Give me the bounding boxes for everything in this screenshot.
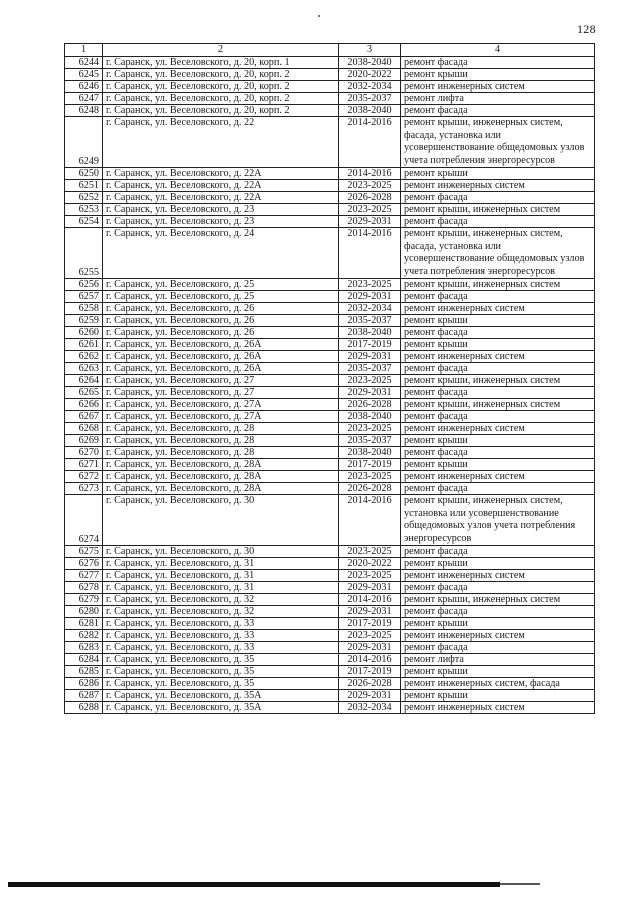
header-cell-address: 2 <box>103 44 339 57</box>
years-cell: 2017-2019 <box>339 618 401 630</box>
table-row <box>65 594 595 606</box>
work-type-cell: ремонт инженерных систем <box>401 303 595 315</box>
address-cell: г. Саранск, ул. Веселовского, д. 30 <box>103 546 339 558</box>
years-cell: 2029-2031 <box>339 690 401 702</box>
years-cell: 2017-2019 <box>339 666 401 678</box>
work-type-cell: ремонт фасада <box>401 216 595 228</box>
address-cell: г. Саранск, ул. Веселовского, д. 20, корп. 2 <box>103 81 339 93</box>
table-row <box>65 216 595 228</box>
address-cell: г. Саранск, ул. Веселовского, д. 31 <box>103 582 339 594</box>
years-cell: 2017-2019 <box>339 339 401 351</box>
years-cell: 2029-2031 <box>339 351 401 363</box>
work-type-cell: ремонт крыши, инженерных систем, установка или усовершенствование общедомовых узлов учета потребления энергоресурсов <box>401 495 595 546</box>
table-row <box>65 69 595 81</box>
row-number-cell: 6265 <box>65 387 103 399</box>
years-cell: 2023-2025 <box>339 423 401 435</box>
work-type-cell: ремонт крыши <box>401 315 595 327</box>
years-cell: 2014-2016 <box>339 168 401 180</box>
work-type-cell: ремонт фасада <box>401 192 595 204</box>
header-row <box>65 44 595 57</box>
address-cell: г. Саранск, ул. Веселовского, д. 26 <box>103 327 339 339</box>
work-type-cell: ремонт инженерных систем <box>401 423 595 435</box>
table-row <box>65 435 595 447</box>
work-type-cell: ремонт крыши <box>401 168 595 180</box>
row-number-cell: 6280 <box>65 606 103 618</box>
table-row <box>65 399 595 411</box>
years-cell: 2017-2019 <box>339 459 401 471</box>
years-cell: 2014-2016 <box>339 594 401 606</box>
row-number-cell: 6277 <box>65 570 103 582</box>
years-cell: 2029-2031 <box>339 606 401 618</box>
table-row <box>65 558 595 570</box>
years-cell: 2023-2025 <box>339 204 401 216</box>
years-cell: 2029-2031 <box>339 291 401 303</box>
years-cell: 2014-2016 <box>339 117 401 168</box>
row-number-cell: 6249 <box>65 117 103 168</box>
years-cell: 2026-2028 <box>339 678 401 690</box>
row-number-cell: 6269 <box>65 435 103 447</box>
row-number-cell: 6272 <box>65 471 103 483</box>
row-number-cell: 6259 <box>65 315 103 327</box>
table-row <box>65 315 595 327</box>
work-type-cell: ремонт фасада <box>401 411 595 423</box>
address-cell: г. Саранск, ул. Веселовского, д. 32 <box>103 594 339 606</box>
work-type-cell: ремонт крыши <box>401 690 595 702</box>
years-cell: 2032-2034 <box>339 702 401 714</box>
table-row <box>65 81 595 93</box>
address-cell: г. Саранск, ул. Веселовского, д. 35А <box>103 690 339 702</box>
table-row <box>65 204 595 216</box>
table-row <box>65 105 595 117</box>
row-number-cell: 6263 <box>65 363 103 375</box>
row-number-cell: 6267 <box>65 411 103 423</box>
work-type-cell: ремонт крыши, инженерных систем <box>401 399 595 411</box>
work-type-cell: ремонт фасада <box>401 483 595 495</box>
work-type-cell: ремонт лифта <box>401 93 595 105</box>
row-number-cell: 6273 <box>65 483 103 495</box>
address-cell: г. Саранск, ул. Веселовского, д. 20, корп. 2 <box>103 93 339 105</box>
row-number-cell: 6268 <box>65 423 103 435</box>
work-type-cell: ремонт крыши <box>401 69 595 81</box>
row-number-cell: 6286 <box>65 678 103 690</box>
row-number-cell: 6252 <box>65 192 103 204</box>
work-type-cell: ремонт фасада <box>401 447 595 459</box>
years-cell: 2023-2025 <box>339 570 401 582</box>
years-cell: 2026-2028 <box>339 483 401 495</box>
years-cell: 2035-2037 <box>339 435 401 447</box>
row-number-cell: 6279 <box>65 594 103 606</box>
address-cell: г. Саранск, ул. Веселовского, д. 20, корп. 2 <box>103 105 339 117</box>
work-type-cell: ремонт крыши, инженерных систем <box>401 375 595 387</box>
table-row <box>65 279 595 291</box>
address-cell: г. Саранск, ул. Веселовского, д. 22 <box>103 117 339 168</box>
table-row <box>65 168 595 180</box>
table-row <box>65 375 595 387</box>
work-type-cell: ремонт фасада <box>401 582 595 594</box>
scan-speck <box>318 15 320 17</box>
address-cell: г. Саранск, ул. Веселовского, д. 28А <box>103 459 339 471</box>
table-row <box>65 606 595 618</box>
table-row <box>65 228 595 279</box>
years-cell: 2023-2025 <box>339 279 401 291</box>
row-number-cell: 6274 <box>65 495 103 546</box>
work-type-cell: ремонт крыши, инженерных систем <box>401 204 595 216</box>
work-type-cell: ремонт крыши <box>401 666 595 678</box>
table-row <box>65 327 595 339</box>
table-row <box>65 180 595 192</box>
row-number-cell: 6282 <box>65 630 103 642</box>
work-type-cell: ремонт фасада <box>401 327 595 339</box>
work-type-cell: ремонт инженерных систем <box>401 702 595 714</box>
address-cell: г. Саранск, ул. Веселовского, д. 22А <box>103 192 339 204</box>
row-number-cell: 6276 <box>65 558 103 570</box>
row-number-cell: 6256 <box>65 279 103 291</box>
row-number-cell: 6246 <box>65 81 103 93</box>
row-number-cell: 6258 <box>65 303 103 315</box>
address-cell: г. Саранск, ул. Веселовского, д. 22А <box>103 168 339 180</box>
row-number-cell: 6270 <box>65 447 103 459</box>
table-row <box>65 666 595 678</box>
work-type-cell: ремонт крыши <box>401 558 595 570</box>
address-cell: г. Саранск, ул. Веселовского, д. 27А <box>103 411 339 423</box>
work-type-cell: ремонт крыши <box>401 618 595 630</box>
years-cell: 2029-2031 <box>339 642 401 654</box>
address-cell: г. Саранск, ул. Веселовского, д. 23 <box>103 204 339 216</box>
address-cell: г. Саранск, ул. Веселовского, д. 32 <box>103 606 339 618</box>
work-type-cell: ремонт инженерных систем <box>401 351 595 363</box>
address-cell: г. Саранск, ул. Веселовского, д. 30 <box>103 495 339 546</box>
address-cell: г. Саранск, ул. Веселовского, д. 33 <box>103 618 339 630</box>
table-row <box>65 423 595 435</box>
address-cell: г. Саранск, ул. Веселовского, д. 35 <box>103 654 339 666</box>
work-type-cell: ремонт фасада <box>401 363 595 375</box>
table-row <box>65 411 595 423</box>
years-cell: 2014-2016 <box>339 228 401 279</box>
address-cell: г. Саранск, ул. Веселовского, д. 33 <box>103 642 339 654</box>
work-type-cell: ремонт крыши <box>401 459 595 471</box>
table-row <box>65 351 595 363</box>
address-cell: г. Саранск, ул. Веселовского, д. 27 <box>103 387 339 399</box>
table-row <box>65 495 595 546</box>
row-number-cell: 6261 <box>65 339 103 351</box>
work-type-cell: ремонт инженерных систем <box>401 81 595 93</box>
table-body <box>65 57 595 714</box>
row-number-cell: 6254 <box>65 216 103 228</box>
address-cell: г. Саранск, ул. Веселовского, д. 35А <box>103 702 339 714</box>
address-cell: г. Саранск, ул. Веселовского, д. 26 <box>103 315 339 327</box>
table-row <box>65 339 595 351</box>
years-cell: 2038-2040 <box>339 411 401 423</box>
address-cell: г. Саранск, ул. Веселовского, д. 26А <box>103 363 339 375</box>
header-cell-number: 1 <box>65 44 103 57</box>
scan-edge-bar-tail <box>500 883 540 885</box>
years-cell: 2023-2025 <box>339 630 401 642</box>
years-cell: 2029-2031 <box>339 387 401 399</box>
row-number-cell: 6248 <box>65 105 103 117</box>
work-type-cell: ремонт крыши, инженерных систем, фасада, установка или усовершенствование общедомовых узлов учета потребления энергоресурсов <box>401 117 595 168</box>
years-cell: 2035-2037 <box>339 93 401 105</box>
table-row <box>65 582 595 594</box>
row-number-cell: 6264 <box>65 375 103 387</box>
table-row <box>65 459 595 471</box>
table-row <box>65 57 595 69</box>
row-number-cell: 6255 <box>65 228 103 279</box>
address-cell: г. Саранск, ул. Веселовского, д. 35 <box>103 666 339 678</box>
table-row <box>65 630 595 642</box>
address-cell: г. Саранск, ул. Веселовского, д. 31 <box>103 570 339 582</box>
work-type-cell: ремонт крыши, инженерных систем, фасада, установка или усовершенствование общедомовых узлов учета потребления энергоресурсов <box>401 228 595 279</box>
years-cell: 2035-2037 <box>339 363 401 375</box>
address-cell: г. Саранск, ул. Веселовского, д. 22А <box>103 180 339 192</box>
row-number-cell: 6284 <box>65 654 103 666</box>
address-cell: г. Саранск, ул. Веселовского, д. 20, корп. 2 <box>103 69 339 81</box>
table-row <box>65 471 595 483</box>
work-type-cell: ремонт фасада <box>401 642 595 654</box>
header-cell-work: 4 <box>401 44 595 57</box>
address-cell: г. Саранск, ул. Веселовского, д. 35 <box>103 678 339 690</box>
years-cell: 2032-2034 <box>339 303 401 315</box>
address-cell: г. Саранск, ул. Веселовского, д. 20, корп. 1 <box>103 57 339 69</box>
years-cell: 2023-2025 <box>339 180 401 192</box>
table-row <box>65 690 595 702</box>
work-type-cell: ремонт крыши, инженерных систем <box>401 279 595 291</box>
years-cell: 2032-2034 <box>339 81 401 93</box>
repair-schedule-table <box>64 43 595 714</box>
address-cell: г. Саранск, ул. Веселовского, д. 28А <box>103 483 339 495</box>
work-type-cell: ремонт инженерных систем, фасада <box>401 678 595 690</box>
table-row <box>65 117 595 168</box>
years-cell: 2026-2028 <box>339 399 401 411</box>
address-cell: г. Саранск, ул. Веселовского, д. 26А <box>103 339 339 351</box>
years-cell: 2035-2037 <box>339 315 401 327</box>
years-cell: 2038-2040 <box>339 105 401 117</box>
years-cell: 2023-2025 <box>339 546 401 558</box>
row-number-cell: 6253 <box>65 204 103 216</box>
table-row <box>65 483 595 495</box>
address-cell: г. Саранск, ул. Веселовского, д. 25 <box>103 291 339 303</box>
table-row <box>65 654 595 666</box>
address-cell: г. Саранск, ул. Веселовского, д. 25 <box>103 279 339 291</box>
header-cell-years: 3 <box>339 44 401 57</box>
address-cell: г. Саранск, ул. Веселовского, д. 27А <box>103 399 339 411</box>
work-type-cell: ремонт инженерных систем <box>401 180 595 192</box>
table-row <box>65 387 595 399</box>
row-number-cell: 6251 <box>65 180 103 192</box>
row-number-cell: 6281 <box>65 618 103 630</box>
address-cell: г. Саранск, ул. Веселовского, д. 28 <box>103 435 339 447</box>
address-cell: г. Саранск, ул. Веселовского, д. 26А <box>103 351 339 363</box>
years-cell: 2038-2040 <box>339 327 401 339</box>
table-row <box>65 291 595 303</box>
row-number-cell: 6244 <box>65 57 103 69</box>
table-row <box>65 678 595 690</box>
row-number-cell: 6262 <box>65 351 103 363</box>
years-cell: 2014-2016 <box>339 654 401 666</box>
row-number-cell: 6247 <box>65 93 103 105</box>
row-number-cell: 6278 <box>65 582 103 594</box>
work-type-cell: ремонт инженерных систем <box>401 471 595 483</box>
row-number-cell: 6283 <box>65 642 103 654</box>
table-row <box>65 642 595 654</box>
years-cell: 2023-2025 <box>339 471 401 483</box>
years-cell: 2038-2040 <box>339 57 401 69</box>
address-cell: г. Саранск, ул. Веселовского, д. 23 <box>103 216 339 228</box>
years-cell: 2014-2016 <box>339 495 401 546</box>
work-type-cell: ремонт фасада <box>401 546 595 558</box>
work-type-cell: ремонт крыши <box>401 435 595 447</box>
years-cell: 2029-2031 <box>339 216 401 228</box>
years-cell: 2038-2040 <box>339 447 401 459</box>
row-number-cell: 6271 <box>65 459 103 471</box>
row-number-cell: 6257 <box>65 291 103 303</box>
table-row <box>65 303 595 315</box>
work-type-cell: ремонт фасада <box>401 105 595 117</box>
address-cell: г. Саранск, ул. Веселовского, д. 28 <box>103 423 339 435</box>
table-row <box>65 618 595 630</box>
table-row <box>65 447 595 459</box>
work-type-cell: ремонт фасада <box>401 606 595 618</box>
work-type-cell: ремонт фасада <box>401 57 595 69</box>
row-number-cell: 6266 <box>65 399 103 411</box>
row-number-cell: 6285 <box>65 666 103 678</box>
work-type-cell: ремонт крыши, инженерных систем <box>401 594 595 606</box>
scan-edge-bar <box>8 882 500 887</box>
years-cell: 2020-2022 <box>339 558 401 570</box>
work-type-cell: ремонт инженерных систем <box>401 630 595 642</box>
address-cell: г. Саранск, ул. Веселовского, д. 33 <box>103 630 339 642</box>
work-type-cell: ремонт инженерных систем <box>401 570 595 582</box>
page-number: 128 <box>577 22 596 36</box>
row-number-cell: 6288 <box>65 702 103 714</box>
row-number-cell: 6250 <box>65 168 103 180</box>
years-cell: 2026-2028 <box>339 192 401 204</box>
table-row <box>65 570 595 582</box>
row-number-cell: 6275 <box>65 546 103 558</box>
row-number-cell: 6287 <box>65 690 103 702</box>
years-cell: 2023-2025 <box>339 375 401 387</box>
address-cell: г. Саранск, ул. Веселовского, д. 26 <box>103 303 339 315</box>
table-row <box>65 546 595 558</box>
work-type-cell: ремонт фасада <box>401 291 595 303</box>
address-cell: г. Саранск, ул. Веселовского, д. 27 <box>103 375 339 387</box>
work-type-cell: ремонт лифта <box>401 654 595 666</box>
table-row <box>65 702 595 714</box>
years-cell: 2029-2031 <box>339 582 401 594</box>
table-row <box>65 93 595 105</box>
years-cell: 2020-2022 <box>339 69 401 81</box>
address-cell: г. Саранск, ул. Веселовского, д. 31 <box>103 558 339 570</box>
table-row <box>65 192 595 204</box>
row-number-cell: 6260 <box>65 327 103 339</box>
address-cell: г. Саранск, ул. Веселовского, д. 24 <box>103 228 339 279</box>
row-number-cell: 6245 <box>65 69 103 81</box>
work-type-cell: ремонт крыши <box>401 339 595 351</box>
address-cell: г. Саранск, ул. Веселовского, д. 28 <box>103 447 339 459</box>
address-cell: г. Саранск, ул. Веселовского, д. 28А <box>103 471 339 483</box>
work-type-cell: ремонт фасада <box>401 387 595 399</box>
table-row <box>65 363 595 375</box>
